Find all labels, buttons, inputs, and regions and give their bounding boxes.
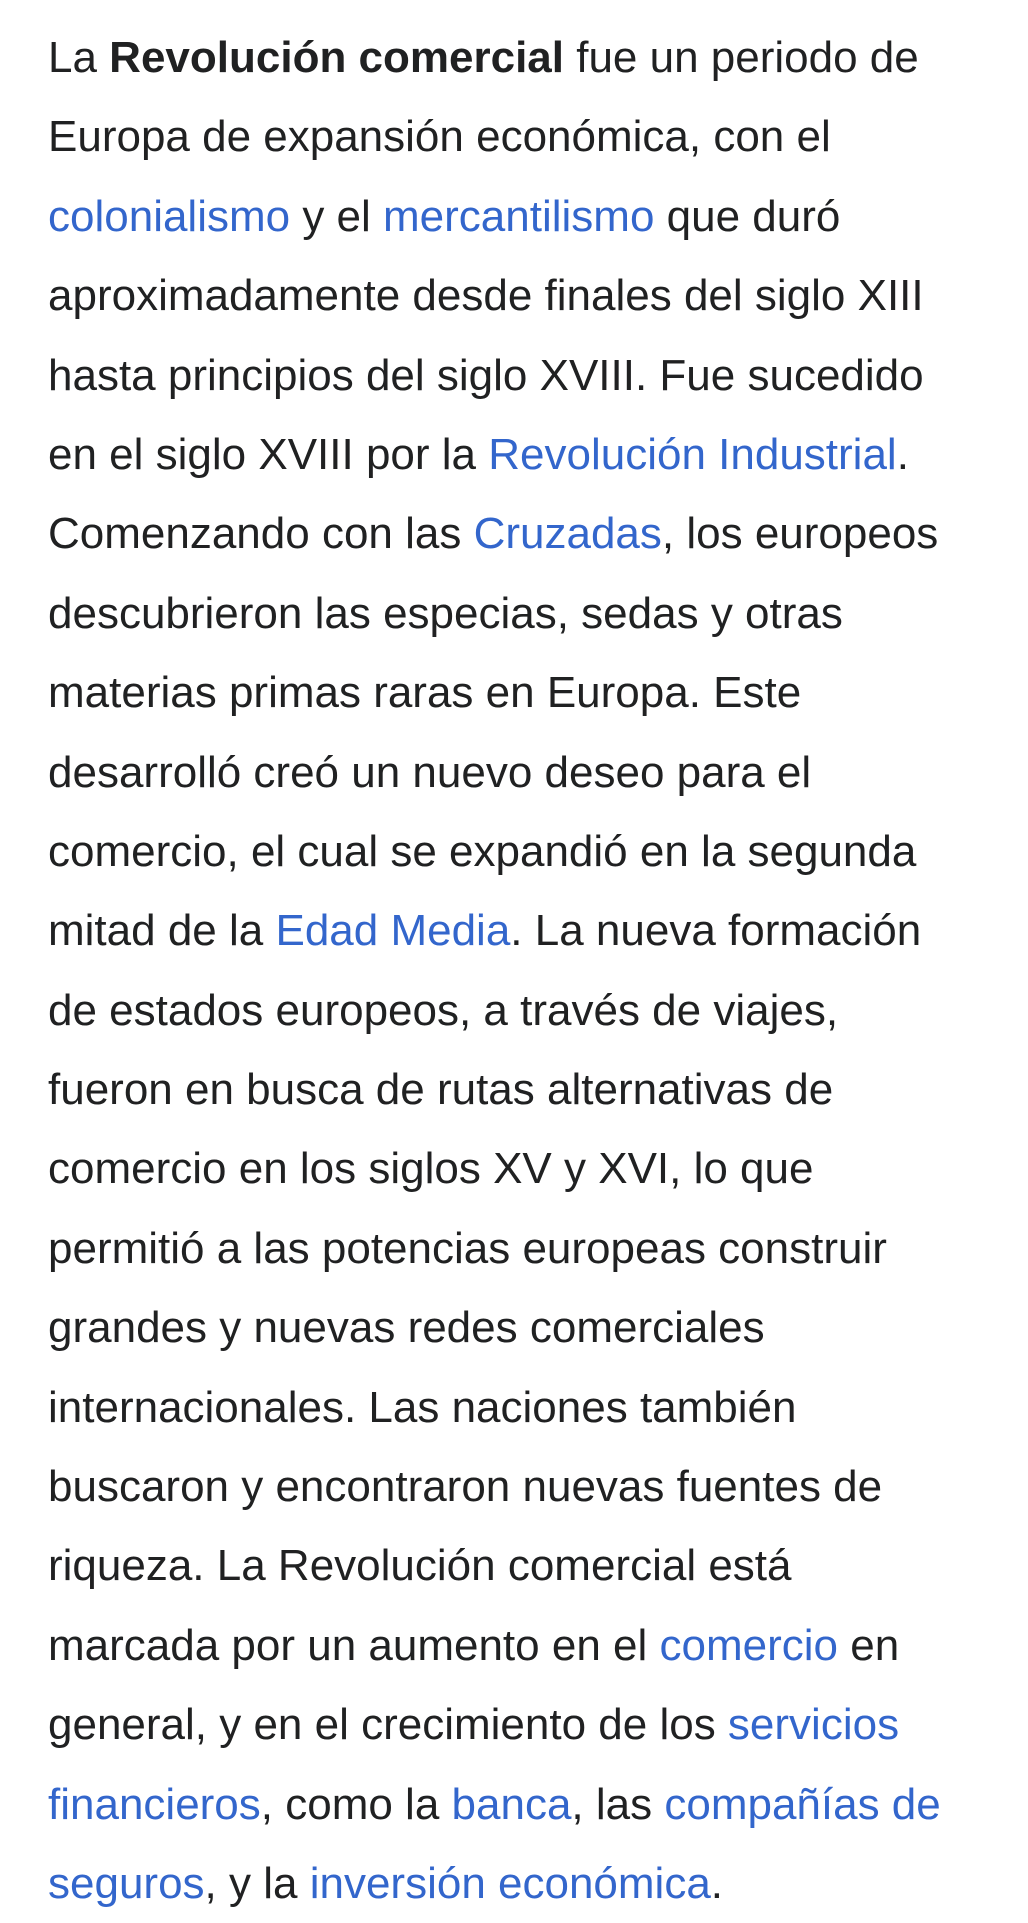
text-run: , los europeos — [661, 509, 939, 559]
paragraph-line — [48, 891, 1028, 970]
paragraph-line — [48, 574, 1028, 653]
wiki-link[interactable]: seguros — [48, 1858, 205, 1908]
wiki-link[interactable]: banca — [451, 1779, 572, 1829]
wiki-link[interactable]: Revolución Industrial — [488, 429, 897, 479]
text-run: y el — [290, 191, 384, 241]
text-run: grandes y nuevas redes comerciales — [48, 1303, 765, 1353]
wiki-link[interactable]: servicios — [727, 1700, 900, 1750]
text-run: hasta principios del siglo XVIII. Fue sucedido — [48, 350, 924, 400]
text-run: fueron en busca de rutas alternativas de — [48, 1065, 834, 1115]
paragraph-line — [48, 653, 1028, 732]
paragraph-line — [48, 812, 1028, 891]
text-run: . — [896, 429, 909, 479]
wiki-link[interactable]: financieros — [48, 1779, 261, 1829]
text-run: de estados europeos, a través de viajes, — [48, 985, 839, 1035]
wiki-link[interactable]: Edad Media — [275, 906, 511, 956]
paragraph-line — [48, 1526, 1028, 1605]
paragraph-line — [48, 733, 1028, 812]
paragraph-line — [48, 1368, 1028, 1447]
text-run: comercio en los siglos XV y XVI, lo que — [48, 1144, 814, 1194]
text-run: . — [710, 1858, 724, 1908]
text-run: riqueza. La Revolución comercial está — [48, 1541, 792, 1591]
wiki-link[interactable]: colonialismo — [48, 191, 291, 241]
paragraph-line — [48, 1844, 1028, 1923]
text-run: La — [48, 33, 110, 82]
wiki-link[interactable]: Cruzadas — [473, 509, 662, 559]
text-run: marcada por un aumento en el — [48, 1620, 660, 1670]
paragraph-line — [48, 1765, 1028, 1844]
text-run: internacionales. Las naciones también — [48, 1382, 797, 1432]
text-run: comercio, el cual se expandió en la segunda — [48, 826, 917, 876]
paragraph-line — [48, 18, 1028, 97]
text-run: buscaron y encontraron nuevas fuentes de — [48, 1462, 883, 1512]
wiki-link[interactable]: inversión económica — [309, 1858, 711, 1908]
paragraph-line — [48, 1685, 1028, 1764]
paragraph-line — [48, 1288, 1028, 1367]
text-run: en el siglo XVIII por la — [48, 429, 489, 479]
text-run: fue un periodo de — [564, 33, 919, 82]
text-run: , como la — [260, 1779, 452, 1829]
text-run: Comenzando con las — [48, 509, 474, 559]
paragraph-line — [48, 256, 1028, 335]
paragraph-line — [48, 97, 1028, 176]
text-run: general, y en el crecimiento de los — [48, 1700, 728, 1750]
paragraph-line — [48, 1209, 1028, 1288]
text-run: Europa de expansión económica, con el — [48, 112, 831, 162]
text-run: en — [838, 1620, 900, 1670]
text-run: permitió a las potencias europeas construir — [48, 1223, 887, 1273]
text-run: . La nueva formación — [510, 906, 922, 956]
paragraph-line — [48, 971, 1028, 1050]
text-run: desarrolló creó un nuevo deseo para el — [48, 747, 812, 797]
wiki-link[interactable]: compañías de — [664, 1779, 941, 1829]
paragraph-line — [48, 177, 1028, 256]
article-paragraph — [48, 18, 1028, 1923]
text-run: descubrieron las especias, sedas y otras — [48, 588, 843, 638]
wiki-link[interactable]: mercantilismo — [383, 191, 655, 241]
text-run: aproximadamente desde finales del siglo XIII — [48, 271, 924, 321]
text-run: que duró — [654, 191, 841, 241]
text-run: , y la — [204, 1858, 310, 1908]
text-run: , las — [571, 1779, 665, 1829]
bold-term: Revolución comercial — [109, 33, 564, 82]
text-run: materias primas raras en Europa. Este — [48, 668, 802, 718]
paragraph-line — [48, 494, 1028, 573]
paragraph-line — [48, 1050, 1028, 1129]
paragraph-line — [48, 1447, 1028, 1526]
wiki-link[interactable]: comercio — [659, 1620, 838, 1670]
text-run: mitad de la — [48, 906, 276, 956]
paragraph-line — [48, 415, 1028, 494]
paragraph-line — [48, 1606, 1028, 1685]
paragraph-line — [48, 336, 1028, 415]
paragraph-line — [48, 1129, 1028, 1208]
